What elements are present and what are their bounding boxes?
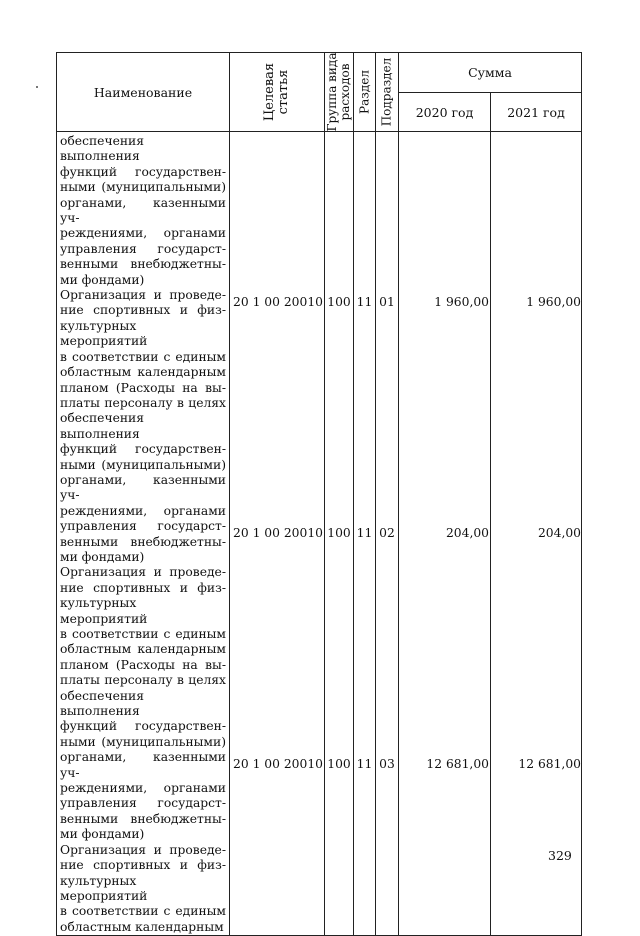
name-line: функций государствен- [60, 719, 226, 734]
header-expense-group-line2: расходов [338, 63, 352, 121]
name-line: управления государст- [60, 796, 226, 811]
cell-y2020: 1 960,00 [434, 295, 489, 310]
name-line: реждениями, органами [60, 781, 226, 796]
name-line: планом (Расходы на вы- [60, 657, 226, 672]
cell-section: 11 [356, 526, 373, 541]
header-year-2021: 2021 год [491, 93, 582, 132]
header-section-label: Раздел [357, 70, 371, 114]
name-line: платы персоналу в целях [60, 395, 226, 410]
cell-section: 11 [356, 295, 373, 310]
name-line: реждениями, органами [60, 503, 226, 518]
page-number: 329 [548, 848, 572, 863]
name-line: управления государст- [60, 241, 226, 256]
header-subsection [376, 53, 399, 132]
cell-subsection: 03 [379, 757, 395, 772]
name-line: ми фондами) [60, 827, 145, 842]
header-name: Наименование [57, 53, 230, 132]
name-line: ми фондами) [60, 549, 145, 564]
name-line: венными внебюджетны- [60, 811, 226, 826]
name-line: функций государствен- [60, 164, 226, 179]
header-row-top [57, 53, 582, 93]
name-line: ми фондами) [60, 272, 145, 287]
name-line: ние спортивных и физ- [60, 580, 226, 595]
header-sum: Сумма [399, 53, 582, 93]
name-line: областным календарным [60, 642, 226, 657]
name-line: ными (муниципальными) [60, 457, 226, 472]
name-line: в соответствии с единым [60, 349, 226, 364]
cell-group: 100 [327, 526, 351, 541]
name-line: органами, казенными уч- [60, 472, 226, 503]
cell-y2021: 204,00 [537, 526, 581, 541]
name-line: функций государствен- [60, 442, 226, 457]
cell-article: 20 1 00 20010 [233, 757, 323, 772]
scan-speck [36, 86, 38, 88]
name-line: платы персоналу в целях [60, 673, 226, 688]
header-target-article-line1: Целевая [262, 62, 277, 122]
cell-group: 100 [327, 295, 351, 310]
cell-subsection: 01 [379, 295, 395, 310]
name-line: культурных мероприятий [60, 596, 148, 626]
name-line: ными (муниципальными) [60, 180, 226, 195]
cell-article: 20 1 00 20010 [233, 295, 323, 310]
name-line: культурных мероприятий [60, 318, 148, 349]
name-line: обеспечения выполнения [60, 411, 145, 441]
name-line: Организация и проведе- [60, 565, 226, 580]
cell-subsection: 02 [379, 526, 395, 541]
header-target-article-line2: статья [276, 69, 291, 115]
name-line: обеспечения выполнения [60, 688, 145, 719]
name-line: управления государст- [60, 519, 226, 534]
name-line: обеспечения выполнения [60, 134, 145, 164]
name-line: областным календарным [60, 919, 224, 934]
cell-y2021: 12 681,00 [518, 757, 581, 772]
name-line: областным календарным [60, 365, 226, 380]
name-line: венными внебюджетны- [60, 534, 226, 549]
header-subsection-label: Подраздел [379, 57, 394, 127]
name-line: реждениями, органами [60, 226, 226, 241]
cell-group: 100 [327, 757, 351, 772]
name-line: в соответствии с единым [60, 904, 226, 919]
header-target-article [230, 53, 325, 132]
name-line: ными (муниципальными) [60, 734, 226, 749]
cell-y2020: 204,00 [445, 526, 489, 541]
name-line: планом (Расходы на вы- [60, 380, 226, 395]
name-line: органами, казенными уч- [60, 750, 226, 780]
header-expense-group [325, 53, 354, 132]
name-line: Организация и проведе- [60, 842, 226, 857]
cell-y2020: 12 681,00 [426, 757, 489, 772]
budget-table [56, 52, 582, 936]
header-expense-group-line1: Группа вида [325, 52, 339, 132]
name-column [57, 132, 230, 936]
name-line: венными внебюджетны- [60, 257, 226, 272]
name-line: ние спортивных и физ- [60, 858, 226, 873]
cell-section: 11 [356, 757, 373, 772]
name-line: ние спортивных и физ- [60, 303, 226, 318]
cell-y2021: 1 960,00 [526, 295, 581, 310]
name-line: в соответствии с единым [60, 627, 226, 641]
name-line: культурных мероприятий [60, 873, 148, 903]
cell-article: 20 1 00 20010 [233, 526, 323, 541]
header-year-2020: 2020 год [399, 93, 491, 132]
name-line: органами, казенными уч- [60, 195, 226, 226]
header-section [354, 53, 376, 132]
name-line: Организация и проведе- [60, 288, 226, 303]
name-lines [60, 134, 226, 935]
